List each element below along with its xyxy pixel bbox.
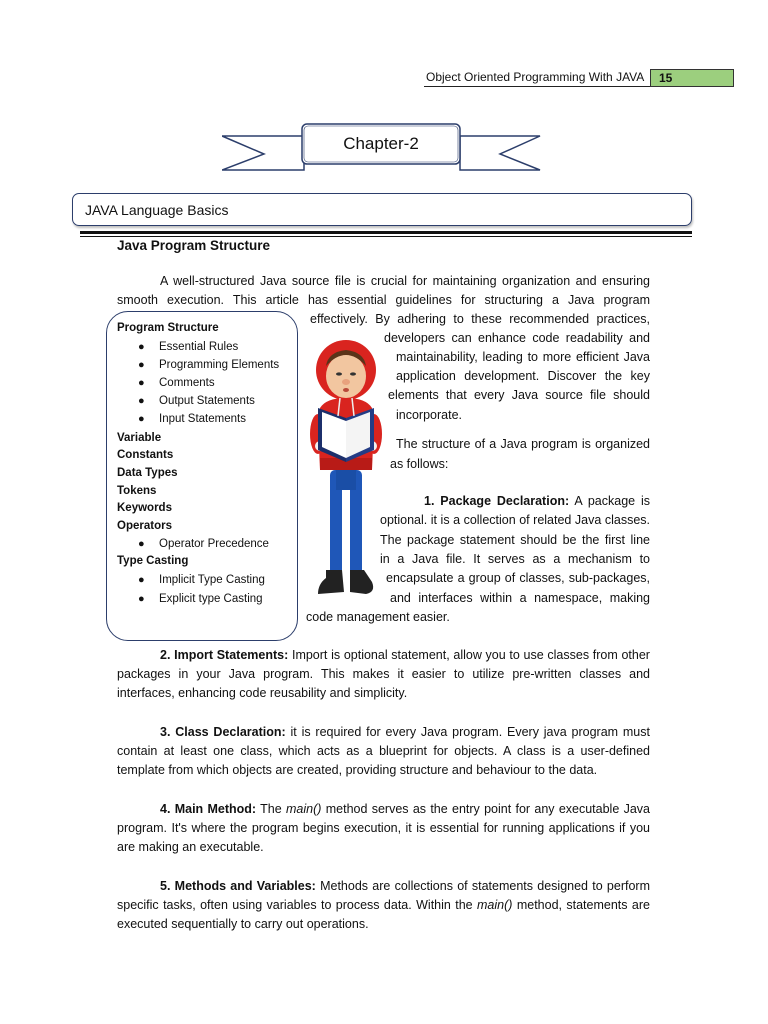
methods-variables-code: main() <box>477 898 513 913</box>
intro-line-3: effectively. By adhering to these recommended practices, <box>310 312 650 326</box>
reading-character-illustration <box>306 330 386 600</box>
package-line-7: code management easier. <box>306 610 450 624</box>
intro-line-7: elements that every Java source file should <box>388 388 650 402</box>
bullet-icon: ● <box>138 538 145 550</box>
main-method-heading: 4. Main Method: <box>160 802 257 816</box>
bullet-icon: ● <box>138 341 145 353</box>
import-paragraph <box>117 646 650 704</box>
package-line-3: The package statement should be the first line <box>380 533 650 547</box>
main-method-text-before: The <box>260 802 282 816</box>
import-heading: 2. Import Statements: <box>160 648 289 662</box>
toc-item-operator-precedence: Operator Precedence <box>159 538 269 550</box>
methods-variables-text-after: method, statements are executed sequentially to carry out operations. <box>117 898 650 932</box>
toc-data-types: Data Types <box>117 467 178 479</box>
import-text: Import is optional statement, allow you to use classes from other packages in your Java program. This makes it easier to utilize pre-written classes and interfaces, enhancing code reusability and simplicity. <box>117 648 650 701</box>
toc-type-casting: Type Casting <box>117 555 189 567</box>
toc-item-programming-elements: Programming Elements <box>159 359 280 371</box>
class-declaration-text: it is required for every Java program. Every java program must contain at least one class, which acts as a blueprint for objects. A class is a user-defined template from which objects are created, providing structure and behaviour to the data. <box>117 725 650 778</box>
page-number-badge: 15 <box>650 69 734 87</box>
intro-line-6: application development. Discover the key <box>396 369 650 383</box>
toc-item-input-statements: Input Statements <box>159 413 246 425</box>
section-rule-thin <box>80 236 692 237</box>
intro-line-5: maintainability, leading to more efficient Java <box>396 350 650 364</box>
package-heading: 1. Package Declaration: <box>424 494 570 508</box>
main-method-paragraph <box>117 800 650 858</box>
intro-line-1: A well-structured Java source file is crucial for maintaining organization and ensuring <box>160 274 650 288</box>
package-line-2: optional. it is a collection of related Java classes. <box>380 513 650 527</box>
structure-intro-line-2: as follows: <box>390 457 449 471</box>
toc-tokens: Tokens <box>117 485 157 497</box>
chapter-title: Chapter-2 <box>343 134 419 153</box>
intro-line-4: developers can enhance code readability and <box>384 331 650 345</box>
toc-item-essential-rules: Essential Rules <box>159 341 239 353</box>
header-rule <box>424 86 650 87</box>
bullet-icon: ● <box>138 574 145 586</box>
bullet-icon: ● <box>138 413 145 425</box>
structure-intro-line-1: The structure of a Java program is organized <box>396 437 650 451</box>
toc-item-implicit-type-casting: Implicit Type Casting <box>159 574 265 586</box>
class-declaration-paragraph <box>117 723 650 781</box>
package-line-5: encapsulate a group of classes, sub-packages, <box>386 571 650 585</box>
running-header-title: Object Oriented Programming With JAVA <box>426 70 645 84</box>
main-method-text-after: method serves as the entry point for any executable Java program. It's where the program begins execution, it is essential for running applications if you are making an executable. <box>117 802 650 855</box>
bullet-icon: ● <box>138 593 145 605</box>
methods-variables-paragraph <box>117 877 650 935</box>
section-title: JAVA Language Basics <box>72 193 692 226</box>
bullet-icon: ● <box>138 359 145 371</box>
methods-variables-heading: 5. Methods and Variables: <box>160 879 316 893</box>
methods-variables-text-before: Methods are collections of statements designed to perform specific tasks, often using variables to process data. Within the <box>117 879 650 913</box>
toc-constants: Constants <box>117 449 174 461</box>
package-line-1-text: A package is <box>574 494 650 508</box>
main-method-code: main() <box>286 802 322 816</box>
package-line-6: and interfaces within a namespace, making <box>390 591 650 605</box>
package-line-4: in a Java file. It serves as a mechanism to <box>380 552 650 566</box>
bullet-icon: ● <box>138 395 145 407</box>
toc-operators: Operators <box>117 520 172 532</box>
intro-line-2: smooth execution. This article has essential guidelines for structuring a Java program <box>117 293 650 307</box>
class-declaration-heading: 3. Class Declaration: <box>160 725 286 739</box>
toc-item-output-statements: Output Statements <box>159 395 255 407</box>
toc-item-explicit-type-casting: Explicit type Casting <box>159 593 263 605</box>
bullet-icon: ● <box>138 377 145 389</box>
toc-keywords: Keywords <box>117 502 172 514</box>
intro-line-8: incorporate. <box>396 408 463 422</box>
package-line-1 <box>424 492 650 511</box>
toc-program-structure: Program Structure <box>117 322 219 334</box>
toc-item-comments: Comments <box>159 377 215 389</box>
toc-variable: Variable <box>117 432 162 444</box>
subheading: Java Program Structure <box>117 238 271 253</box>
section-rule-thick <box>80 231 692 234</box>
